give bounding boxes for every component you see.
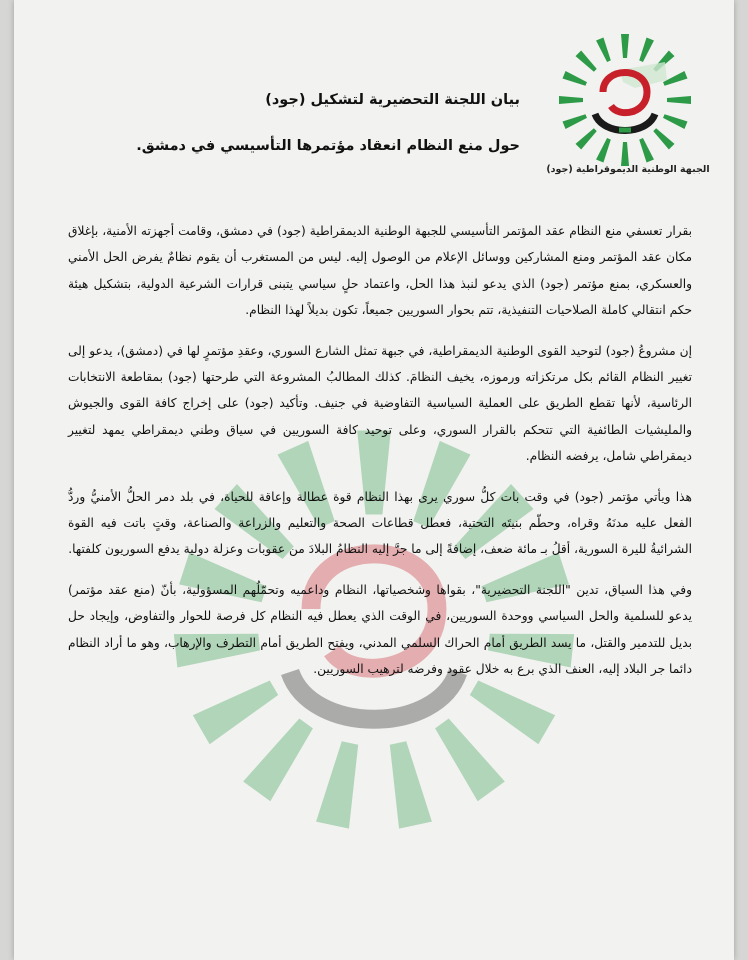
paragraph-1: بقرار تعسفي منع النظام عقد المؤتمر التأسيسي للجبهة الوطنية الديمقراطية (جود) في دمشق، وقامت أجهزته الأمنية، بإغلاق مكان عقد المؤتمر ومنع المشاركين ووسائل الإعلام من الوصول إليه. ليس من المستغرب أن يقوم نظامٌ يفرض الحل الأمني والعسكري، بمنع مؤتمر (جود) الذي يدعو لنبذ هذا الحل، واعتماد حلٍ سياسي يتبنى قرارات الشرعية الدولية، بتشكيل هيئة حكم انتقالي كاملة الصلاحيات التنفيذية، تتم بحوار السوريين جميعاً، تكون بديلاً لهذا النظام. <box>68 224 692 318</box>
paragraph-4: وفي هذا السياق، تدين "اللجنة التحضيرية"، بقواها وشخصياتها، النظام وداعميه وتحمّلُهم المسؤولية، بأنّ (منع عقد مؤتمر) يدعو للسلمية والحل السياسي ووحدة السوريين، في الوقت الذي يعطل فيه النظام كل فرصة للحوار والتفاوض، وإيجاد حل بديل للتدمير والقتل، ما يسد الطريق أمام الحراك السلمي المدني، ويفتح الطريق أمام التطرف والإرهاب، وهو ما أراد النظام دائما جر البلاد إليه، العنف الذي برع به خلال عقود وفرضه لترهيب السوريين. <box>68 582 692 677</box>
document-page <box>14 0 734 960</box>
statement-body <box>68 218 692 697</box>
paragraph-2: إن مشروعُ (جود) لتوحيد القوى الوطنية الديمقراطية، في جبهة تمثل الشارع السوري، وعقدِ مؤتمرٍ لها في (دمشق)، يدعو إلى تغيير النظام القائم بكل مرتكزاته ورموزه، يخيف النظامَ. كذلك المطالبُ المشروعة التي طرحتها (جود) بمقاطعة الانتخابات الرئاسية، لأنها تقطع الطريق على العملية السياسية التفاوضية في جنيف. وتأكيد (جود) على إخراج كافة القوى والجيوش والمليشيات الطائفية التي تتحكم بالقرار السوري، وعلى توحيد كافة السوريين في سياق وطني ديمقراطي يمهد لتغيير ديمقراطي شامل، يرفضه النظام. <box>68 343 692 464</box>
statement-title: بيان اللجنة التحضيرية لتشكيل (جود) <box>265 92 520 108</box>
paragraph-3: هذا ويأتي مؤتمر (جود) في وقت بات كلُّ سوري يرى بهذا النظام قوة عطالة وإعاقة للحياة، في بلد دمر الحلُّ الأمنيُّ وردُّ الفعل عليه مدنَهُ وقراه، وحطّم بنيتَه التحتية، فعطل قطاعات الصحة والتعليم والزراعة والصناعة، وقتٍ باتت فيه القوة الشرائيةُ لليرة السورية، أقلُ بـ مائة ضعف، إضافةً إلى ما جرَّ إليه النظامُ البلادَ من عقوبات وعزلة دولية يدفع السوريون كلفتها. <box>68 489 692 557</box>
statement-subtitle: حول منع النظام انعقاد مؤتمرها التأسيسي في دمشق. <box>136 138 520 154</box>
logo-caption: الجبهة الوطنية الديموقراطية (جود) <box>546 164 710 175</box>
